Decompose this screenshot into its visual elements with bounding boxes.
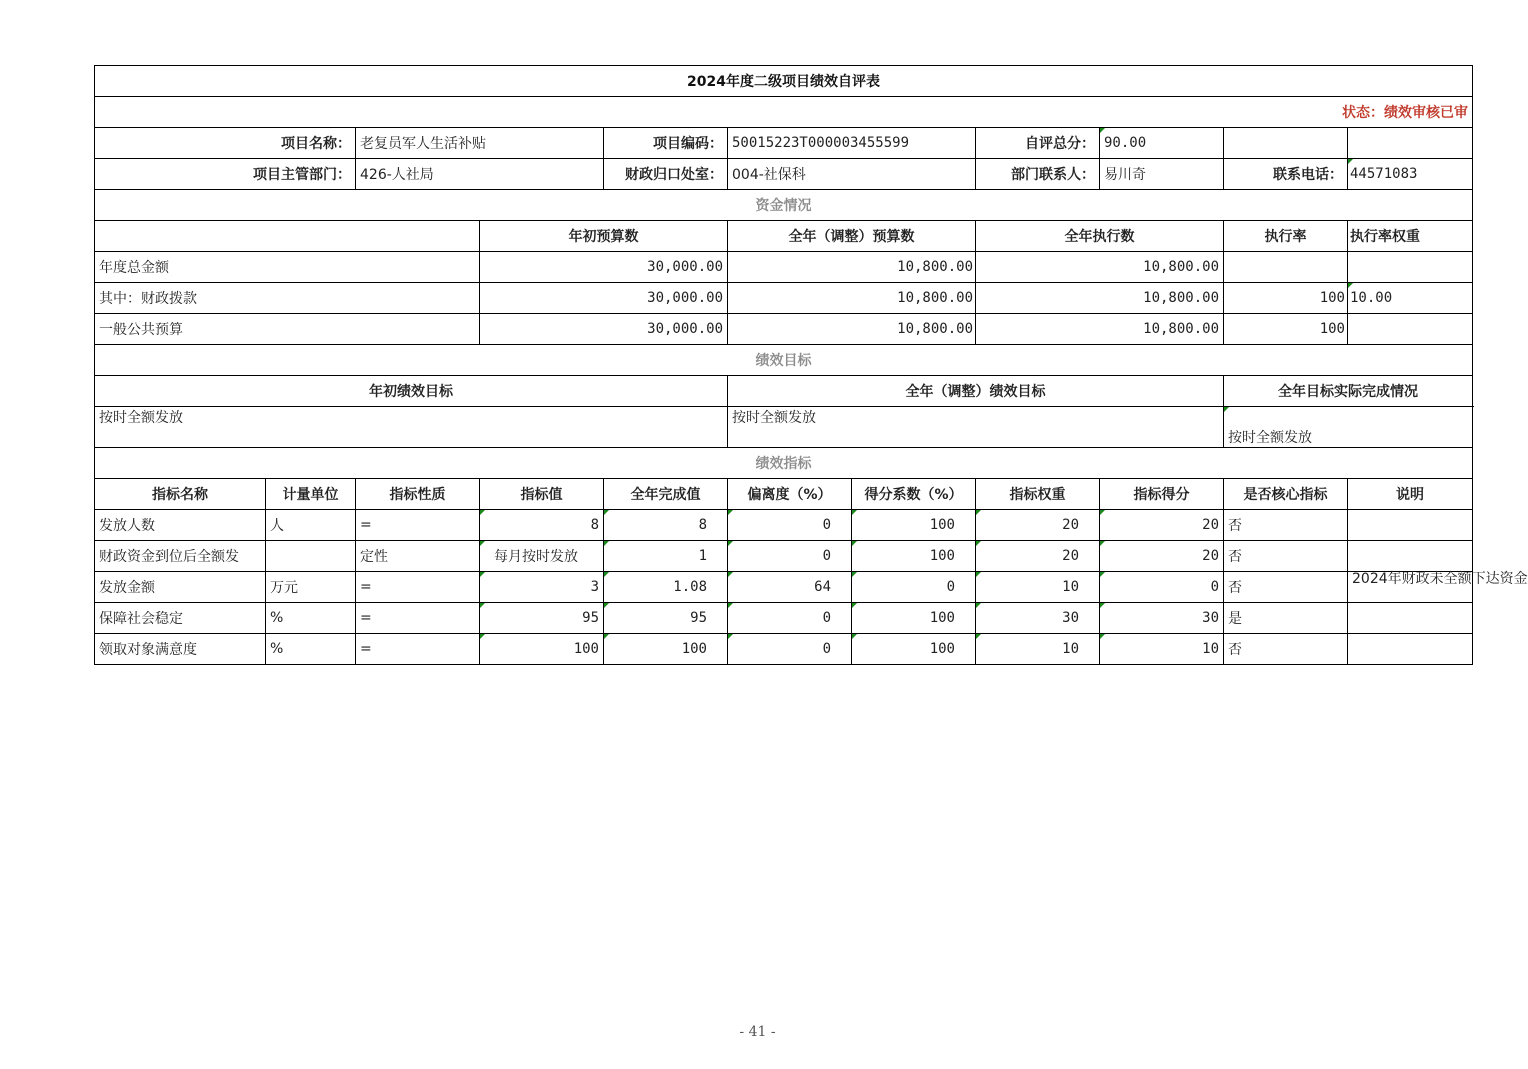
indicator-name: 财政资金到位后全额发 <box>95 541 266 572</box>
table-row <box>95 510 1473 541</box>
indicator-core: 否 <box>1224 572 1348 603</box>
indicator-coef: 100 <box>852 603 976 634</box>
indicator-coef: 100 <box>852 510 976 541</box>
fund-initial: 30,000.00 <box>480 314 728 345</box>
indicator-score: 30 <box>1100 603 1224 634</box>
indicator-note <box>1348 510 1473 541</box>
indicator-header: 指标性质 <box>356 479 480 510</box>
fund-weight <box>1348 252 1473 283</box>
fund-rate <box>1224 252 1348 283</box>
indicator-coef: 100 <box>852 634 976 665</box>
indicator-unit <box>266 541 356 572</box>
dept-label: 项目主管部门： <box>95 159 356 190</box>
goal-initial: 按时全额发放 <box>95 407 728 448</box>
project-name-value: 老复员军人生活补贴 <box>356 128 604 159</box>
indicator-core: 否 <box>1224 541 1348 572</box>
indicator-name: 发放金额 <box>95 572 266 603</box>
indicator-coef: 0 <box>852 572 976 603</box>
indicator-deviation: 0 <box>728 541 852 572</box>
contact-value: 易川奇 <box>1100 159 1224 190</box>
indicator-coef: 100 <box>852 541 976 572</box>
indicator-score: 20 <box>1100 541 1224 572</box>
indicator-target: 每月按时发放 <box>480 541 604 572</box>
indicator-nature: = <box>356 634 480 665</box>
funds-header: 执行率权重 <box>1348 221 1473 252</box>
indicator-deviation: 0 <box>728 634 852 665</box>
finance-office-value: 004-社保科 <box>728 159 976 190</box>
indicator-actual: 1 <box>604 541 728 572</box>
indicator-note <box>1348 603 1473 634</box>
fund-adjusted: 10,800.00 <box>728 314 976 345</box>
indicator-core: 否 <box>1224 510 1348 541</box>
indicator-score: 0 <box>1100 572 1224 603</box>
indicator-header: 指标权重 <box>976 479 1100 510</box>
goal-actual: 按时全额发放 <box>1224 407 1473 448</box>
indicator-nature: = <box>356 572 480 603</box>
indicator-score: 20 <box>1100 510 1224 541</box>
indicator-note: 2024年财政未全额下达资金 <box>1348 572 1473 603</box>
indicator-actual: 8 <box>604 510 728 541</box>
project-code-label: 项目编码： <box>604 128 728 159</box>
indicator-deviation: 64 <box>728 572 852 603</box>
funds-header: 全年（调整）预算数 <box>728 221 976 252</box>
phone-label: 联系电话： <box>1224 159 1348 190</box>
goals-header: 全年目标实际完成情况 <box>1224 376 1473 407</box>
project-code-value: 50015223T000003455599 <box>728 128 976 159</box>
fund-initial: 30,000.00 <box>480 252 728 283</box>
dept-value: 426-人社局 <box>356 159 604 190</box>
funds-header <box>95 221 480 252</box>
total-score-label: 自评总分： <box>976 128 1100 159</box>
indicator-header: 计量单位 <box>266 479 356 510</box>
fund-rate: 100 <box>1224 314 1348 345</box>
indicator-weight: 20 <box>976 541 1100 572</box>
table-row <box>95 572 1473 603</box>
fund-weight <box>1348 314 1473 345</box>
indicator-header: 说明 <box>1348 479 1473 510</box>
table-row <box>95 314 1473 345</box>
funds-section-title: 资金情况 <box>95 190 1473 221</box>
fund-executed: 10,800.00 <box>976 252 1224 283</box>
fund-name: 一般公共预算 <box>95 314 480 345</box>
performance-table <box>94 65 1528 665</box>
indicator-header: 得分系数（%） <box>852 479 976 510</box>
project-name-label: 项目名称： <box>95 128 356 159</box>
indicator-name: 领取对象满意度 <box>95 634 266 665</box>
fund-adjusted: 10,800.00 <box>728 283 976 314</box>
indicator-unit: % <box>266 603 356 634</box>
indicator-target: 95 <box>480 603 604 634</box>
indicator-header: 全年完成值 <box>604 479 728 510</box>
indicator-unit: % <box>266 634 356 665</box>
table-row <box>95 283 1473 314</box>
funds-header: 全年执行数 <box>976 221 1224 252</box>
indicator-score: 10 <box>1100 634 1224 665</box>
funds-header: 执行率 <box>1224 221 1348 252</box>
indicator-weight: 30 <box>976 603 1100 634</box>
indicators-section-title: 绩效指标 <box>95 448 1473 479</box>
indicator-name: 发放人数 <box>95 510 266 541</box>
indicator-nature: = <box>356 510 480 541</box>
goals-section-title: 绩效目标 <box>95 345 1473 376</box>
funds-header: 年初预算数 <box>480 221 728 252</box>
empty-cell <box>1348 128 1473 159</box>
table-row <box>95 252 1473 283</box>
indicator-actual: 1.08 <box>604 572 728 603</box>
fund-rate: 100 <box>1224 283 1348 314</box>
page-number: - 41 - <box>739 1024 776 1040</box>
fund-weight: 10.00 <box>1348 283 1473 314</box>
goal-adjusted: 按时全额发放 <box>728 407 1224 448</box>
status-label: 状态：绩效审核已审 <box>95 97 1473 128</box>
indicator-target: 100 <box>480 634 604 665</box>
table-row <box>95 541 1473 572</box>
indicator-unit: 人 <box>266 510 356 541</box>
indicator-note <box>1348 541 1473 572</box>
indicator-header: 是否核心指标 <box>1224 479 1348 510</box>
fund-executed: 10,800.00 <box>976 283 1224 314</box>
fund-initial: 30,000.00 <box>480 283 728 314</box>
indicator-weight: 20 <box>976 510 1100 541</box>
indicator-target: 8 <box>480 510 604 541</box>
table-row <box>95 634 1473 665</box>
indicator-name: 保障社会稳定 <box>95 603 266 634</box>
indicator-core: 是 <box>1224 603 1348 634</box>
contact-label: 部门联系人： <box>976 159 1100 190</box>
fund-executed: 10,800.00 <box>976 314 1224 345</box>
finance-office-label: 财政归口处室： <box>604 159 728 190</box>
fund-name: 年度总金额 <box>95 252 480 283</box>
goals-header: 全年（调整）绩效目标 <box>728 376 1224 407</box>
indicator-core: 否 <box>1224 634 1348 665</box>
empty-cell <box>1224 128 1348 159</box>
fund-adjusted: 10,800.00 <box>728 252 976 283</box>
indicator-deviation: 0 <box>728 510 852 541</box>
total-score-value: 90.00 <box>1100 128 1224 159</box>
page-title: 2024年度二级项目绩效自评表 <box>95 66 1473 97</box>
indicator-actual: 95 <box>604 603 728 634</box>
goals-header: 年初绩效目标 <box>95 376 728 407</box>
indicator-unit: 万元 <box>266 572 356 603</box>
indicator-nature: 定性 <box>356 541 480 572</box>
phone-value: 44571083 <box>1348 159 1473 190</box>
indicator-header: 指标得分 <box>1100 479 1224 510</box>
indicator-header: 偏离度（%） <box>728 479 852 510</box>
table-row <box>95 603 1473 634</box>
indicator-header: 指标值 <box>480 479 604 510</box>
indicator-weight: 10 <box>976 634 1100 665</box>
indicator-deviation: 0 <box>728 603 852 634</box>
indicator-actual: 100 <box>604 634 728 665</box>
indicator-header: 指标名称 <box>95 479 266 510</box>
indicator-nature: = <box>356 603 480 634</box>
indicator-weight: 10 <box>976 572 1100 603</box>
indicator-note <box>1348 634 1473 665</box>
indicator-target: 3 <box>480 572 604 603</box>
fund-name: 其中：财政拨款 <box>95 283 480 314</box>
